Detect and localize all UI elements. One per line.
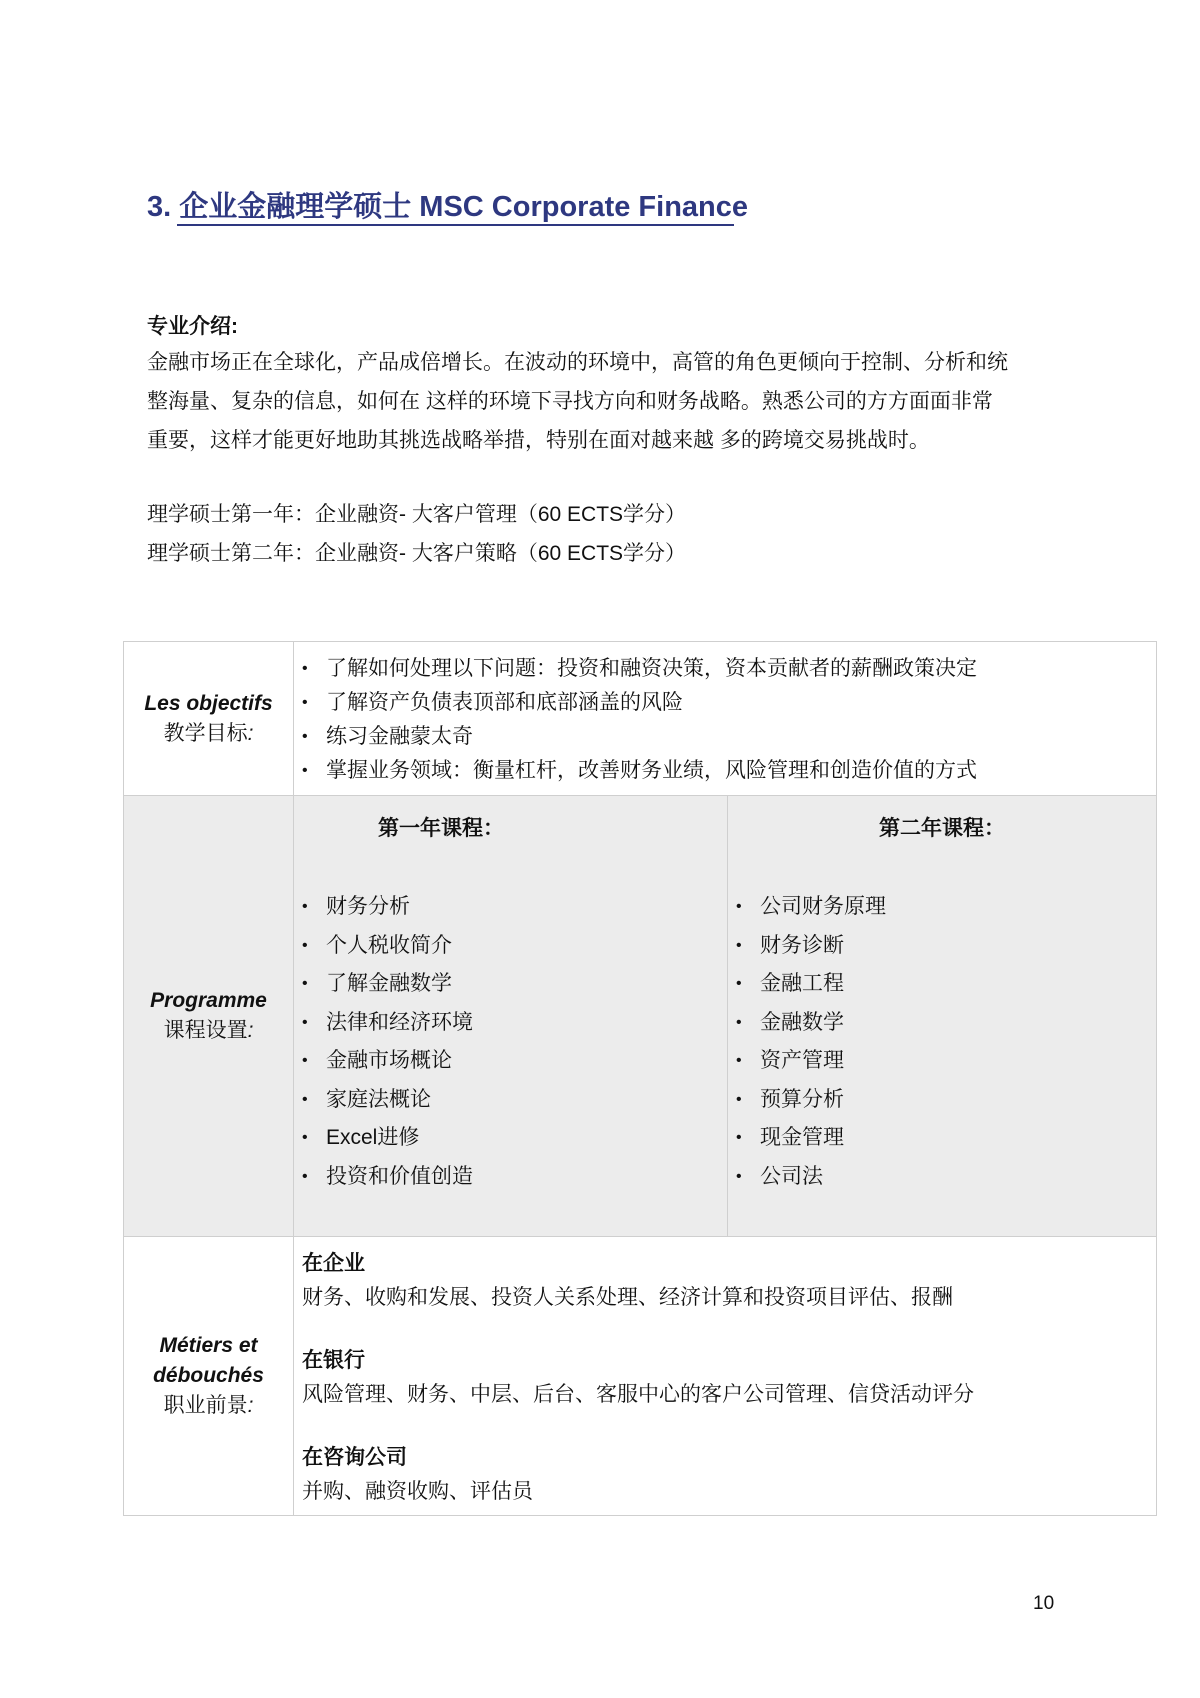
objectives-label-zh: 教学目标 — [163, 721, 248, 745]
careers-content — [294, 1237, 1157, 1516]
intro-paragraph — [147, 343, 1077, 460]
year1-courses-cell — [294, 796, 728, 1237]
course-item: • Excel进修 — [302, 1119, 727, 1158]
year-2-description: 理学硕士第二年：企业融资- 大客户策略（60 ECTS学分） — [147, 542, 687, 565]
career-sector-roles: 风险管理、财务、中层、后台、客服中心的客户公司管理、信贷活动评分 — [302, 1383, 974, 1406]
page-number: 10 — [1033, 1593, 1055, 1614]
intro-line: 整海量、复杂的信息，如何在 这样的环境下寻找方向和财务战略。熟悉公司的方方面面非常 — [147, 390, 993, 413]
careers-row — [124, 1237, 1157, 1516]
careers-label: Métiers et débouchés 职业前景: — [124, 1237, 294, 1516]
course-item: • 法律和经济环境 — [302, 1004, 727, 1043]
objectives-label-en: Les objectifs — [144, 691, 273, 715]
year2-course-list — [728, 868, 1156, 1196]
objective-item: • 了解如何处理以下问题：投资和融资决策，资本贡献者的薪酬政策决定 — [302, 652, 1156, 686]
program-info-table — [123, 641, 1157, 1516]
career-sector-name: 在银行 — [302, 1349, 365, 1372]
careers-label-zh: 职业前景 — [163, 1394, 248, 1417]
intro-line: 重要，这样才能更好地助其挑选战略举措，特别在面对越来越 多的跨境交易挑战时。 — [147, 429, 930, 452]
career-sector-roles: 并购、融资收购、评估员 — [302, 1480, 533, 1503]
intro-line: 金融市场正在全球化，产品成倍增长。在波动的环境中，高管的角色更倾向于控制、分析和统 — [147, 351, 1008, 374]
career-sector-name: 在咨询公司 — [302, 1446, 407, 1469]
programme-label-zh: 课程设置 — [163, 1019, 248, 1042]
course-item: • 个人税收简介 — [302, 927, 727, 966]
intro-heading: 专业介绍: — [147, 315, 238, 338]
objective-item: • 掌握业务领域：衡量杠杆，改善财务业绩，风险管理和创造价值的方式 — [302, 754, 1156, 788]
course-item: • 财务分析 — [302, 888, 727, 927]
course-item: • 金融数学 — [736, 1004, 1156, 1043]
course-item: • 公司财务原理 — [736, 888, 1156, 927]
career-sectors — [294, 1237, 1156, 1509]
course-item: • 了解金融数学 — [302, 965, 727, 1004]
section-title: 3. 企业金融理学硕士 MSC Corporate Finance — [147, 191, 749, 223]
objectives-content — [294, 642, 1157, 796]
objectives-list — [294, 642, 1156, 788]
program-years — [147, 495, 686, 573]
year2-courses-heading: 第二年课程： — [879, 817, 1005, 840]
career-sector-roles: 财务、收购和发展、投资人关系处理、经济计算和投资项目评估、报酬 — [302, 1286, 953, 1309]
course-item: • 公司法 — [736, 1158, 1156, 1197]
year2-courses-cell — [728, 796, 1157, 1237]
careers-label-en-2: débouchés — [153, 1364, 264, 1387]
year1-courses-heading: 第一年课程： — [378, 817, 504, 840]
year1-course-list — [294, 868, 727, 1196]
objectives-row — [124, 642, 1157, 796]
course-item: • 资产管理 — [736, 1042, 1156, 1081]
careers-label-en-1: Métiers et — [159, 1334, 258, 1357]
objectives-label: Les objectifs 教学目标: — [124, 642, 294, 796]
course-item: • 金融市场概论 — [302, 1042, 727, 1081]
course-item: • 现金管理 — [736, 1119, 1156, 1158]
course-item: • 预算分析 — [736, 1081, 1156, 1120]
career-sector-name: 在企业 — [302, 1252, 365, 1275]
title-underline — [177, 224, 734, 226]
course-item: • 金融工程 — [736, 965, 1156, 1004]
year-1-description: 理学硕士第一年：企业融资- 大客户管理（60 ECTS学分） — [147, 503, 687, 526]
course-item: • 投资和价值创造 — [302, 1158, 727, 1197]
programme-label: Programme 课程设置: — [124, 796, 294, 1237]
programme-row — [124, 796, 1157, 1237]
objective-item: • 了解资产负债表顶部和底部涵盖的风险 — [302, 686, 1156, 720]
course-item: • 财务诊断 — [736, 927, 1156, 966]
objective-item: • 练习金融蒙太奇 — [302, 720, 1156, 754]
programme-label-en: Programme — [150, 989, 267, 1012]
course-item: • 家庭法概论 — [302, 1081, 727, 1120]
